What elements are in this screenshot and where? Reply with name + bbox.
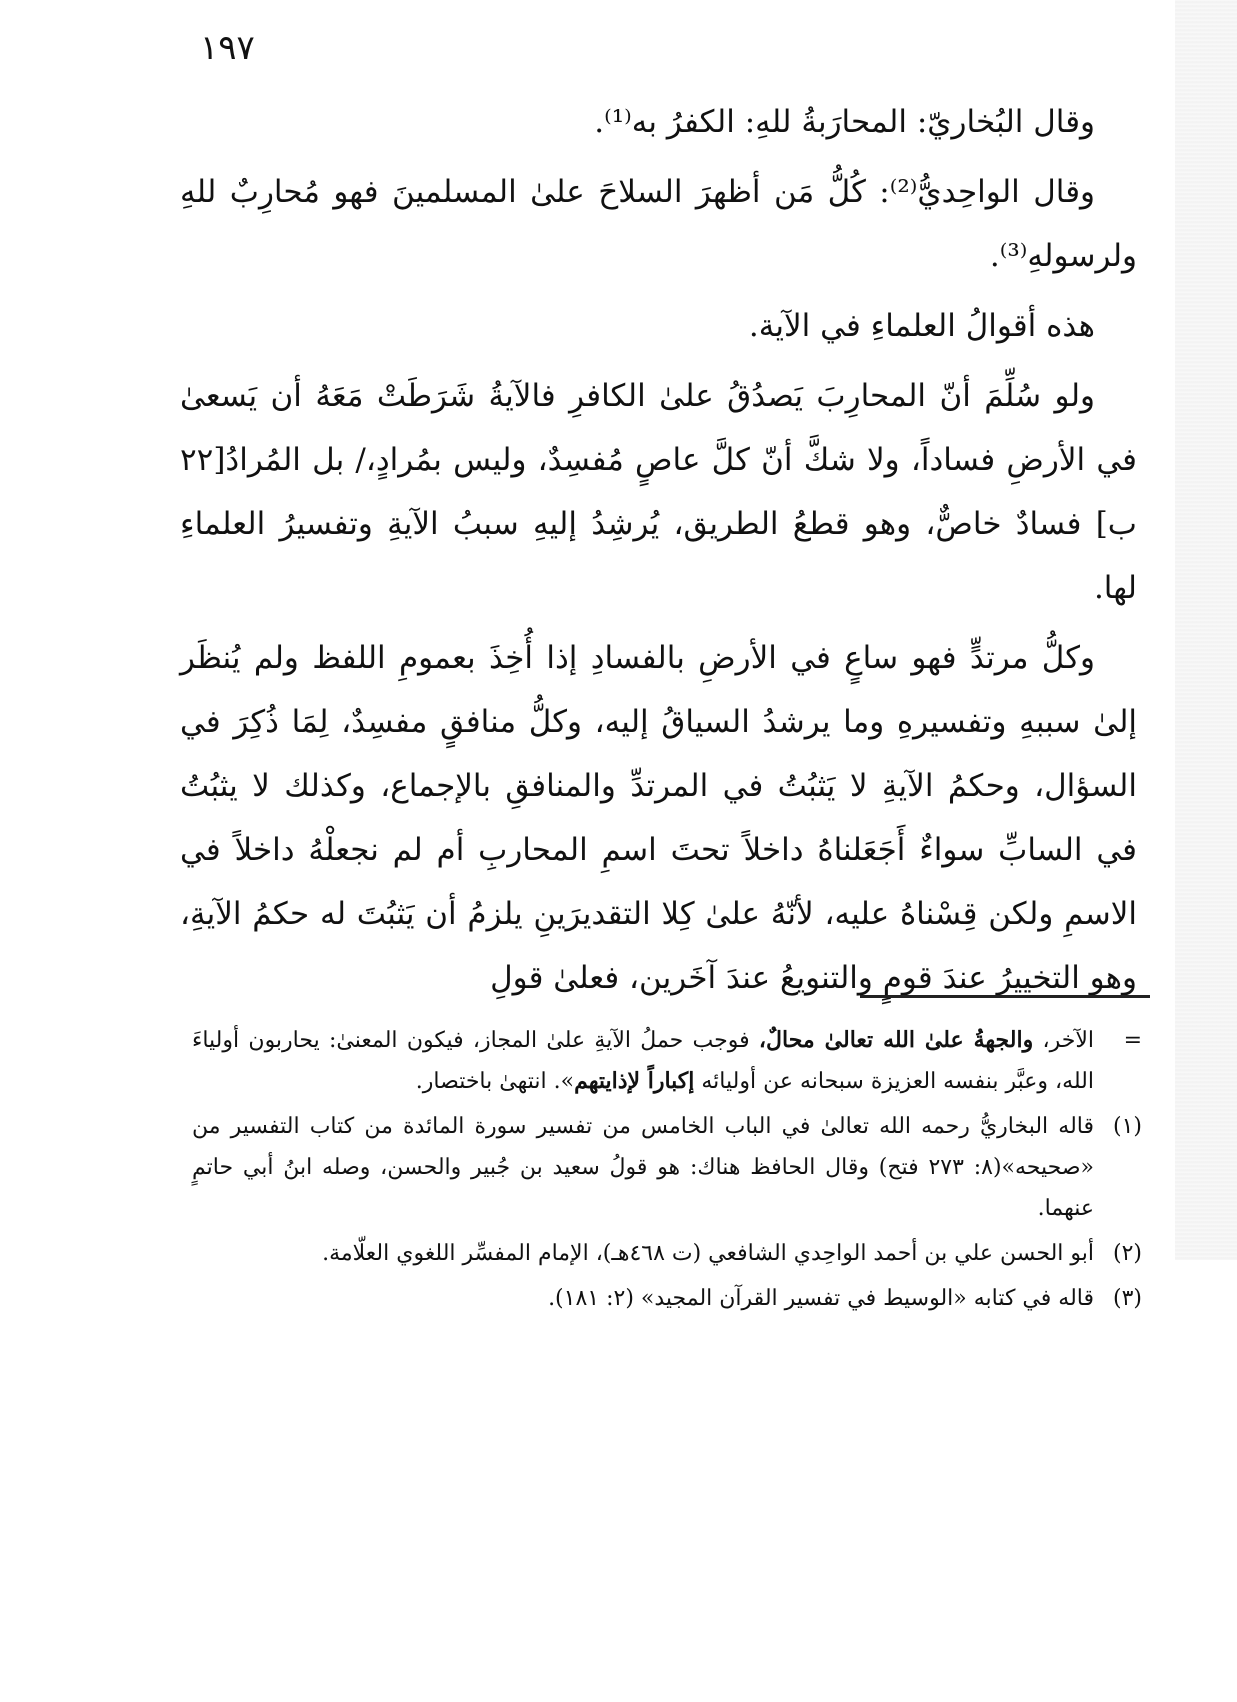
paragraph-bukhari: وقال البُخاريّ: المحارَبةُ للهِ: الكفرُ به⁽¹⁾. bbox=[594, 104, 1095, 140]
paragraph-scholars-views: هذه أقوالُ العلماءِ في الآية. bbox=[748, 308, 1095, 344]
footnote-2 bbox=[192, 1233, 1142, 1274]
footnote-mark: (٢) bbox=[1112, 1241, 1142, 1266]
footnote-mark: = bbox=[1123, 1028, 1142, 1053]
footnote-3 bbox=[192, 1278, 1142, 1319]
paragraph-muharib-argument: ولو سُلِّمَ أنّ المحارِبَ يَصدُقُ علىٰ الكافرِ فالآيةُ شَرَطَتْ مَعَهُ أن يَسعىٰ في الأرضِ فساداً، ولا شكَّ أنّ كلَّ عاصٍ مُفسِدٌ، وليس بمُرادٍ،/ بل المُرادُ[٢٢ ب] فسادٌ خاصٌّ، وهو قطعُ الطريق، يُرشِدُ إليهِ سببُ الآيةِ وتفسيرُ العلماءِ لها. bbox=[180, 378, 1137, 606]
footnote-mark: (١) bbox=[1112, 1114, 1142, 1139]
footnote-mark: (٣) bbox=[1112, 1286, 1142, 1311]
footnotes bbox=[192, 1020, 1142, 1323]
footnote-text-part: فوجب حملُ الآيةِ علىٰ المجاز، فيكون المعنىٰ: يحاربون أولياءَ الله، وعبَّر بنفسه العزيزة سبحانه عن أوليائه bbox=[192, 1028, 1094, 1094]
footnote-text-part: ». انتهىٰ باختصار. bbox=[415, 1069, 575, 1094]
footnote-1 bbox=[192, 1106, 1142, 1229]
main-text bbox=[180, 90, 1137, 1016]
page-number: ١٩٧ bbox=[200, 28, 255, 68]
scan-edge-shading bbox=[1175, 0, 1237, 1260]
paragraph-apostate-argument: وكلُّ مرتدٍّ فهو ساعٍ في الأرضِ بالفسادِ إذا أُخِذَ بعمومِ اللفظ ولم يُنظَر إلىٰ سببهِ وتفسيرهِ وما يرشدُ السياقُ إليه، وكلُّ منافقٍ مفسِدٌ، لِمَا ذُكِرَ في السؤال، وحكمُ الآيةِ لا يَثبُتُ في المرتدِّ والمنافقِ بالإجماع، وكذلك لا يثبُتُ في السابِّ سواءٌ أَجَعَلناهُ داخلاً تحتَ اسمِ المحاربِ أم لم نجعلْهُ داخلاً في الاسمِ ولكن قِسْناهُ عليه، لأنّهُ علىٰ كِلا التقديرَينِ يلزمُ أن يَثبُتَ له حكمُ الآيةِ، وهو التخييرُ عندَ قومٍ والتنويعُ عندَ آخَرين، فعلىٰ قولِ bbox=[180, 640, 1137, 996]
footnote-text: أبو الحسن علي بن أحمد الواحِدي الشافعي (ت ٤٦٨هـ)، الإمام المفسِّر اللغوي العلّامة. bbox=[322, 1241, 1094, 1266]
footnote-text: قاله في كتابه «الوسيط في تفسير القرآن المجيد» (٢: ١٨١). bbox=[548, 1286, 1094, 1311]
footnote-text-part: الآخر، bbox=[1033, 1028, 1094, 1053]
footnote-bold-text: إكباراً لإذايتهم bbox=[574, 1068, 695, 1094]
paragraph-wahidi: وقال الواحِديُّ⁽²⁾: كُلُّ مَن أظهرَ السلاحَ علىٰ المسلمينَ فهو مُحارِبٌ للهِ ولرسولهِ⁽³⁾. bbox=[180, 174, 1137, 274]
footnote-text: قاله البخاريُّ رحمه الله تعالىٰ في الباب الخامس من تفسير سورة المائدة من كتاب التفسير من «صحيحه»(٨: ٢٧٣ فتح) وقال الحافظ هناك: هو قولُ سعيد بن جُبير والحسن، وصله ابنُ أبي حاتمٍ عنهما. bbox=[192, 1114, 1094, 1221]
footnote-bold-text: والجهةُ علىٰ الله تعالىٰ محالٌ، bbox=[758, 1027, 1034, 1053]
footnote-text bbox=[192, 1020, 1094, 1102]
footnote-continuation bbox=[192, 1020, 1142, 1102]
footnote-separator bbox=[860, 995, 1150, 998]
